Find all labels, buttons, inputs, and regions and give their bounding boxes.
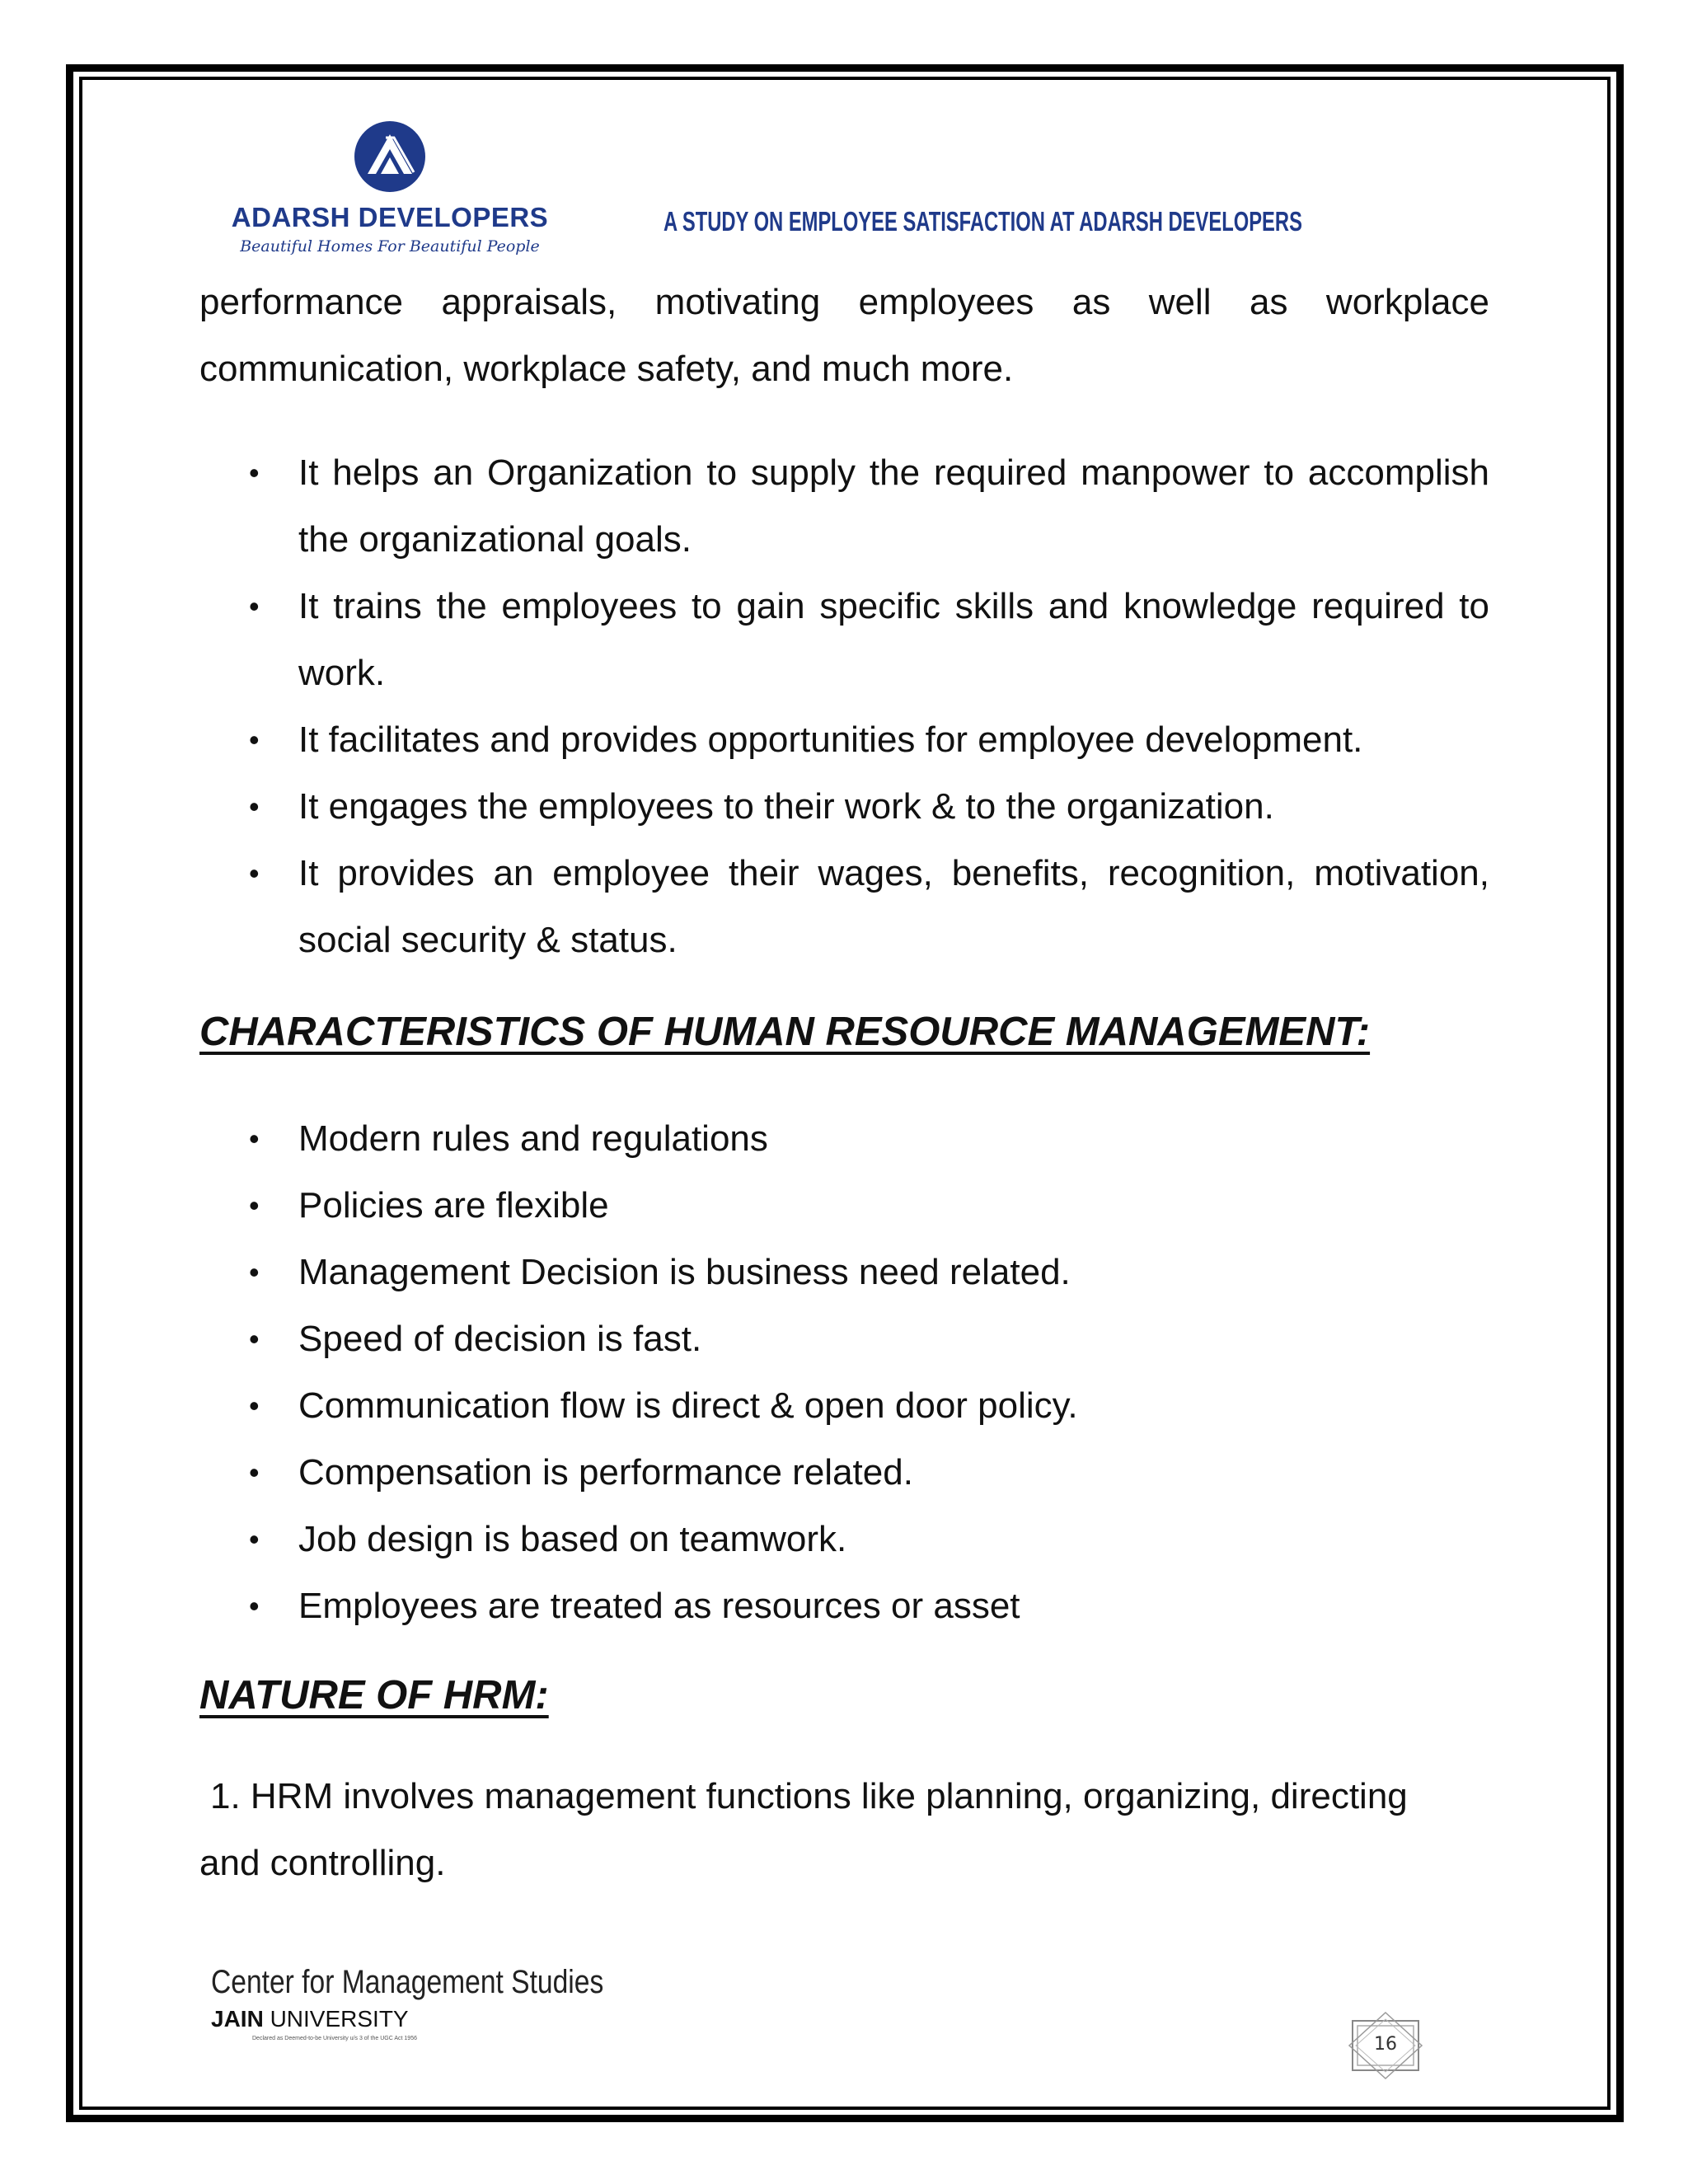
list-item: • Communication flow is direct & open door policy. xyxy=(199,1372,1489,1439)
list-item: • It facilitates and provides opportunities for employee development. xyxy=(199,706,1489,773)
list-item: • It trains the employees to gain specific skills and knowledge required to work. xyxy=(199,573,1489,706)
characteristics-list xyxy=(199,1105,1489,1639)
page-number: 16 xyxy=(1374,2034,1397,2055)
list-item: • It helps an Organization to supply the required manpower to accomplish the organizational goals. xyxy=(199,439,1489,573)
bullet-icon: • xyxy=(249,1188,260,1222)
characteristics-heading: CHARACTERISTICS OF HUMAN RESOURCE MANAGEMENT: xyxy=(199,1010,1371,1054)
list-item: • Speed of decision is fast. xyxy=(199,1305,1489,1372)
list-item: • Management Decision is business need related. xyxy=(199,1239,1489,1305)
nature-heading: NATURE OF HRM: xyxy=(199,1673,549,1718)
bullet-icon: • xyxy=(249,856,260,890)
importance-list xyxy=(199,439,1489,973)
bullet-icon: • xyxy=(249,456,260,490)
bullet-icon: • xyxy=(249,1122,260,1155)
footer xyxy=(211,1964,706,2041)
page-content xyxy=(199,269,1489,1896)
list-item: • Compensation is performance related. xyxy=(199,1439,1489,1506)
footer-university-bold: JAIN xyxy=(211,2006,264,2032)
list-item: • Policies are flexible xyxy=(199,1172,1489,1239)
list-item: • Modern rules and regulations xyxy=(199,1105,1489,1172)
footer-fine-print: Declared as Deemed-to-be University u/s 3 of the UGC Act 1956 xyxy=(252,2036,417,2041)
footer-university xyxy=(211,2006,706,2032)
list-item: • Job design is based on teamwork. xyxy=(199,1506,1489,1572)
bullet-icon: • xyxy=(249,1389,260,1422)
bullet-icon: • xyxy=(249,589,260,623)
bullet-icon: • xyxy=(249,1522,260,1556)
list-item: • Employees are treated as resources or asset xyxy=(199,1572,1489,1639)
page-number-badge xyxy=(1346,2011,1425,2080)
adarsh-logo-icon xyxy=(353,120,427,194)
logo-tagline: Beautiful Homes For Beautiful People xyxy=(240,237,540,255)
intro-paragraph: performance appraisals, motivating employees as well as workplace communication, workplace safety, and much more. xyxy=(199,282,1489,389)
nature-point-1-continued: and controlling. xyxy=(199,1843,446,1883)
adarsh-logo xyxy=(221,120,559,264)
list-item: • It engages the employees to their work & to the organization. xyxy=(199,773,1489,840)
study-title: A STUDY ON EMPLOYEE SATISFACTION AT ADARSH DEVELOPERS xyxy=(663,206,1302,237)
footer-center-name: Center for Management Studies xyxy=(211,1964,604,2000)
logo-company-name: ADARSH DEVELOPERS xyxy=(231,202,549,232)
footer-university-rest: UNIVERSITY xyxy=(263,2006,409,2032)
nature-point-1: 1. HRM involves management functions like planning, organizing, directing xyxy=(210,1776,1408,1816)
bullet-icon: • xyxy=(249,1322,260,1356)
bullet-icon: • xyxy=(249,723,260,757)
bullet-icon: • xyxy=(249,1589,260,1623)
bullet-icon: • xyxy=(249,1455,260,1489)
bullet-icon: • xyxy=(249,790,260,823)
bullet-icon: • xyxy=(249,1255,260,1289)
list-item: • It provides an employee their wages, benefits, recognition, motivation, social security & status. xyxy=(199,840,1489,973)
